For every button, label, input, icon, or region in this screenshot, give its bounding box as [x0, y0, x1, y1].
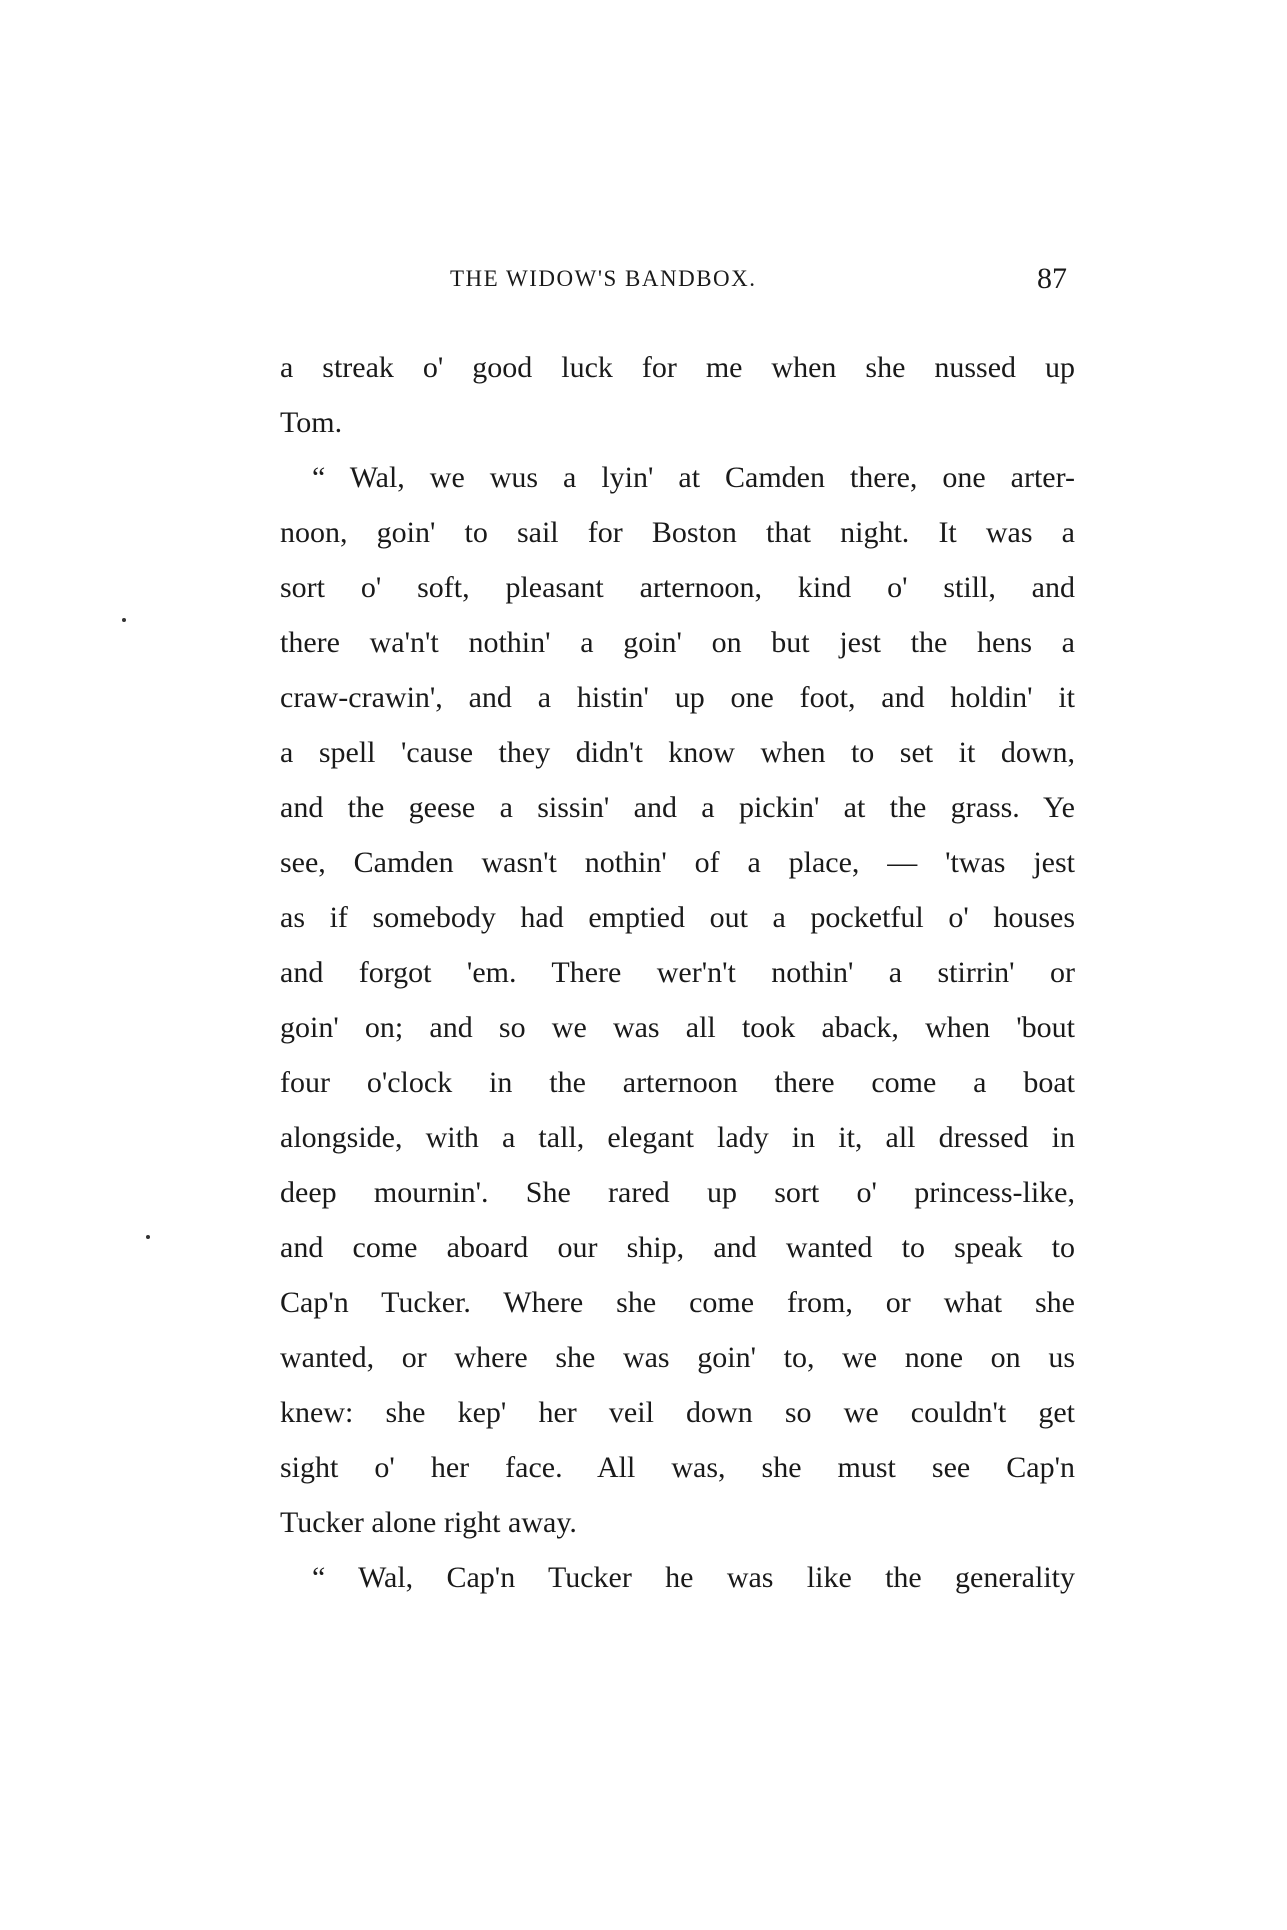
text-line: Cap'n Tucker. Where she come from, or what she	[280, 1286, 1075, 1319]
text-line: sort o' soft, pleasant arternoon, kind o' still, and	[280, 571, 1075, 604]
page-header	[280, 262, 1075, 302]
text-line: there wa'n't nothin' a goin' on but jest the hens a	[280, 626, 1075, 659]
text-line: “ Wal, we wus a lyin' at Camden there, one arter-	[312, 461, 1075, 494]
text-line: deep mournin'. She rared up sort o' princess-like,	[280, 1176, 1075, 1209]
text-line: knew: she kep' her veil down so we couldn't get	[280, 1396, 1075, 1429]
text-line: a spell 'cause they didn't know when to set it down,	[280, 736, 1075, 769]
text-line: as if somebody had emptied out a pocketful o' houses	[280, 901, 1075, 934]
text-line: sight o' her face. All was, she must see Cap'n	[280, 1451, 1075, 1484]
scan-speck	[146, 1235, 150, 1239]
text-line: and forgot 'em. There wer'n't nothin' a stirrin' or	[280, 956, 1075, 989]
text-line: and come aboard our ship, and wanted to speak to	[280, 1231, 1075, 1264]
body-text	[280, 340, 1075, 1605]
scan-speck	[122, 618, 126, 622]
page-number: 87	[1037, 262, 1067, 295]
text-line: Tucker alone right away.	[280, 1506, 577, 1539]
text-line: four o'clock in the arternoon there come a boat	[280, 1066, 1075, 1099]
text-line: Tom.	[280, 406, 343, 439]
text-line: noon, goin' to sail for Boston that night. It was a	[280, 516, 1075, 549]
text-line: wanted, or where she was goin' to, we none on us	[280, 1341, 1075, 1374]
text-line: alongside, with a tall, elegant lady in it, all dressed in	[280, 1121, 1075, 1154]
running-title: THE WIDOW'S BANDBOX.	[450, 266, 757, 291]
text-line: goin' on; and so we was all took aback, when 'bout	[280, 1011, 1075, 1044]
text-line: and the geese a sissin' and a pickin' at the grass. Ye	[280, 791, 1075, 824]
text-line: craw-crawin', and a histin' up one foot, and holdin' it	[280, 681, 1075, 714]
text-line: “ Wal, Cap'n Tucker he was like the generality	[312, 1561, 1075, 1594]
text-line: see, Camden wasn't nothin' of a place, — 'twas jest	[280, 846, 1075, 879]
text-line: a streak o' good luck for me when she nussed up	[280, 351, 1075, 384]
